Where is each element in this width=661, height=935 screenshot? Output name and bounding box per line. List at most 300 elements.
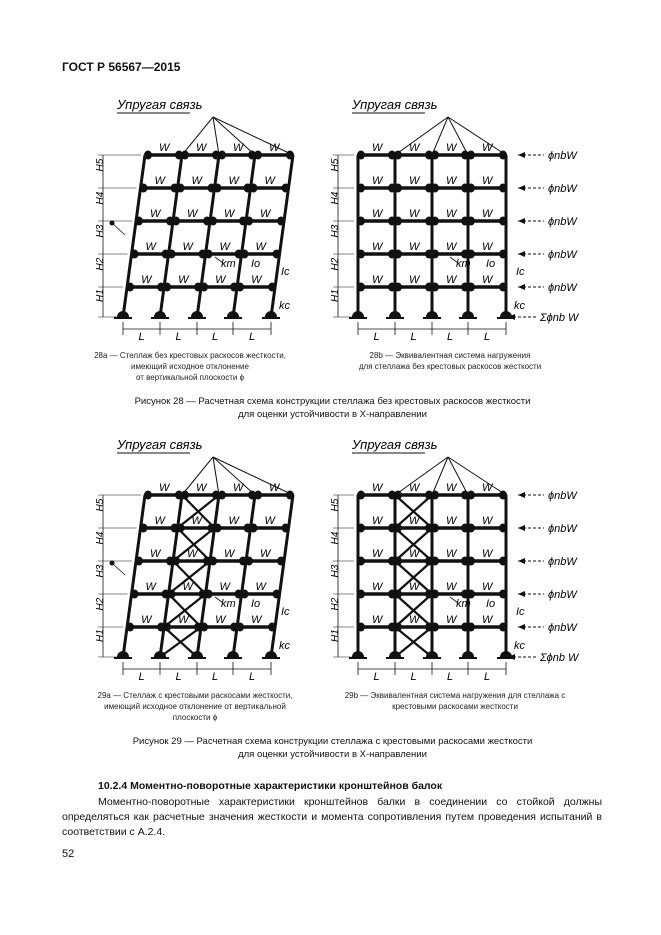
span-l-label: L: [410, 671, 417, 680]
beam-connector: [140, 524, 148, 533]
beam-connector: [357, 623, 365, 632]
load-arrowhead: [518, 251, 525, 257]
height-h-label: H4: [330, 531, 341, 545]
beam-connector: [126, 623, 134, 632]
load-arrowhead: [518, 492, 525, 498]
beam-connector: [236, 623, 244, 632]
caption-29b: [320, 690, 590, 712]
document-header: ГОСТ Р 56567—2015: [62, 60, 181, 74]
ic-label: Ic: [281, 266, 290, 278]
beam-connector: [431, 250, 439, 259]
load-w-label: W: [372, 614, 383, 626]
beam-connector: [273, 250, 281, 259]
span-l-label: L: [249, 671, 256, 680]
caption-line: имеющий исходное отклонение: [131, 362, 249, 371]
load-w-label: W: [446, 581, 457, 593]
figure-title-line: для оценки устойчивости в X-направлении: [238, 749, 427, 760]
load-arrowhead: [518, 152, 525, 158]
ic-label: Ic: [516, 266, 525, 278]
load-arrowhead: [518, 591, 525, 597]
height-h-label: H1: [330, 289, 341, 302]
base-plate: [426, 651, 438, 657]
io-label: Io: [486, 598, 496, 610]
beam-connector: [431, 151, 439, 160]
height-h-label: H1: [95, 289, 106, 302]
load-arrowhead: [518, 185, 525, 191]
restraint-line: [213, 117, 293, 155]
load-w-label: W: [145, 241, 156, 253]
beam-connector: [126, 283, 134, 292]
upright: [123, 155, 145, 317]
load-w-label: W: [150, 208, 161, 220]
span-l-label: L: [212, 671, 219, 680]
deviation-marker: [110, 561, 115, 566]
load-w-label: W: [372, 548, 383, 560]
equivalent-load-label: ϕnbW: [548, 622, 577, 634]
equivalent-load-label: ϕnbW: [548, 282, 577, 294]
load-w-label: W: [141, 274, 152, 286]
height-h-label: H4: [330, 191, 341, 205]
section-body: Моментно-поворотные характеристики кронштейнов балки в соединении со стойкой должны определяться как расчетные значения жесткости и момента сопротивления путем проведения испытаний в соответствии с А.2.4.: [62, 796, 602, 838]
span-l-label: L: [138, 331, 145, 340]
beam-connector: [357, 250, 365, 259]
kc-label: kc: [514, 640, 525, 652]
caption-28a: [70, 350, 310, 383]
load-w-label: W: [215, 614, 226, 626]
beam-connector: [131, 590, 139, 599]
load-arrowhead: [518, 624, 525, 630]
load-w-label: W: [233, 482, 244, 494]
beam-connector: [250, 184, 258, 193]
load-arrowhead: [518, 218, 525, 224]
beam-connector: [394, 217, 402, 226]
caption-29a: [70, 690, 320, 723]
beam-connector: [254, 151, 262, 160]
beam-connector: [282, 184, 290, 193]
load-arrowhead: [518, 284, 525, 290]
load-w-label: W: [446, 515, 457, 527]
load-w-label: W: [251, 614, 262, 626]
span-l-label: L: [175, 331, 182, 340]
sum-load-label: Σϕnb W: [540, 312, 579, 324]
load-w-label: W: [224, 548, 235, 560]
load-w-label: W: [264, 175, 275, 187]
load-w-label: W: [233, 142, 244, 154]
beam-connector: [394, 250, 402, 259]
beam-connector: [431, 557, 439, 566]
load-w-label: W: [224, 208, 235, 220]
beam-connector: [431, 217, 439, 226]
beam-connector: [357, 590, 365, 599]
ic-label: Ic: [281, 606, 290, 618]
load-w-label: W: [372, 515, 383, 527]
height-h-label: H3: [330, 224, 341, 238]
load-w-label: W: [482, 274, 493, 286]
base-plate: [352, 651, 364, 657]
cross-brace: [164, 627, 197, 657]
io-label: Io: [251, 258, 261, 270]
load-w-label: W: [228, 515, 239, 527]
beam-connector: [467, 217, 475, 226]
load-w-label: W: [446, 175, 457, 187]
load-w-label: W: [482, 241, 493, 253]
beam-connector: [135, 557, 143, 566]
figure-title-line: Рисунок 29 — Расчетная схема конструкции стеллажа с крестовыми раскосами жесткости: [132, 736, 533, 747]
height-h-label: H1: [95, 629, 106, 642]
beam-connector: [177, 184, 185, 193]
beam-connector: [268, 283, 276, 292]
beam-connector: [431, 283, 439, 292]
beam-connector: [214, 524, 222, 533]
beam-connector: [241, 590, 249, 599]
beam-connector: [357, 184, 365, 193]
load-w-label: W: [446, 274, 457, 286]
beam-connector: [245, 557, 253, 566]
io-label: Io: [251, 598, 261, 610]
load-w-label: W: [446, 614, 457, 626]
load-w-label: W: [446, 548, 457, 560]
load-w-label: W: [409, 482, 420, 494]
load-w-label: W: [446, 482, 457, 494]
beam-connector: [467, 184, 475, 193]
beam-connector: [209, 217, 217, 226]
height-h-label: H3: [95, 564, 106, 578]
load-w-label: W: [482, 581, 493, 593]
height-h-label: H3: [95, 224, 106, 238]
kc-label: kc: [279, 640, 290, 652]
beam-connector: [168, 250, 176, 259]
beam-connector: [499, 217, 507, 226]
load-w-label: W: [145, 581, 156, 593]
beam-connector: [357, 283, 365, 292]
beam-connector: [499, 557, 507, 566]
page-number: 52: [62, 848, 75, 860]
beam-connector: [394, 151, 402, 160]
beam-connector: [181, 151, 189, 160]
height-h-label: H5: [95, 158, 106, 172]
span-l-label: L: [212, 331, 219, 340]
beam-connector: [286, 151, 294, 160]
beam-connector: [214, 184, 222, 193]
base-plate: [352, 311, 364, 317]
base-plate: [117, 311, 129, 317]
load-w-label: W: [372, 142, 383, 154]
load-w-label: W: [178, 274, 189, 286]
beam-connector: [205, 590, 213, 599]
load-w-label: W: [372, 208, 383, 220]
beam-connector: [254, 491, 262, 500]
height-h-label: H2: [330, 257, 341, 271]
load-w-label: W: [409, 614, 420, 626]
deviation-line: [112, 563, 125, 575]
diagram-28b: [300, 95, 605, 340]
beam-connector: [236, 283, 244, 292]
load-arrowhead: [518, 558, 525, 564]
load-w-label: W: [482, 548, 493, 560]
figure-29-title: [60, 735, 605, 761]
equivalent-load-label: ϕnbW: [548, 183, 577, 195]
io-label: Io: [486, 258, 496, 270]
load-w-label: W: [409, 548, 420, 560]
caption-line: для стеллажа без крестовых раскосов жесткости: [358, 362, 542, 371]
section-heading: 10.2.4 Моментно-поворотные характеристики кронштейнов балок: [98, 780, 443, 792]
beam-connector: [144, 491, 152, 500]
beam-connector: [200, 623, 208, 632]
equivalent-load-label: ϕnbW: [548, 150, 577, 162]
load-w-label: W: [178, 614, 189, 626]
base-plate: [154, 651, 166, 657]
load-w-label: W: [409, 175, 420, 187]
load-w-label: W: [159, 142, 170, 154]
km-label: km: [221, 598, 236, 610]
deviation-marker: [110, 221, 115, 226]
load-w-label: W: [196, 482, 207, 494]
beam-connector: [241, 250, 249, 259]
beam-connector: [467, 557, 475, 566]
span-l-label: L: [373, 331, 380, 340]
restraint-title: Упругая связь: [117, 437, 203, 452]
height-h-label: H2: [95, 257, 106, 271]
diagram-29a: [65, 435, 305, 680]
beam-connector: [431, 184, 439, 193]
load-w-label: W: [446, 241, 457, 253]
span-l-label: L: [410, 331, 417, 340]
kc-label: kc: [514, 300, 525, 312]
km-label: km: [221, 258, 236, 270]
beam-connector: [431, 590, 439, 599]
span-l-label: L: [373, 671, 380, 680]
load-w-label: W: [182, 241, 193, 253]
span-l-label: L: [447, 331, 454, 340]
restraint-line: [213, 457, 219, 495]
load-w-label: W: [187, 548, 198, 560]
beam-connector: [131, 250, 139, 259]
beam-connector: [140, 184, 148, 193]
caption-line: плоскости ϕ: [172, 713, 218, 722]
deviation-line: [112, 223, 125, 235]
km-label: km: [456, 598, 471, 610]
span-l-label: L: [447, 671, 454, 680]
load-w-label: W: [372, 175, 383, 187]
beam-connector: [467, 623, 475, 632]
restraint-line: [448, 457, 506, 495]
load-w-label: W: [255, 581, 266, 593]
height-h-label: H2: [95, 597, 106, 611]
span-l-label: L: [138, 671, 145, 680]
load-w-label: W: [372, 482, 383, 494]
base-plate: [154, 311, 166, 317]
figure-title-line: для оценки устойчивости в X-направлении: [238, 409, 427, 420]
load-w-label: W: [154, 175, 165, 187]
restraint-line: [213, 117, 219, 155]
base-plate: [389, 311, 401, 317]
beam-connector: [467, 524, 475, 533]
height-h-label: H5: [330, 158, 341, 172]
beam-connector: [394, 283, 402, 292]
beam-connector: [467, 151, 475, 160]
beam-connector: [163, 283, 171, 292]
restraint-title: Упругая связь: [352, 437, 438, 452]
load-w-label: W: [228, 175, 239, 187]
load-w-label: W: [215, 274, 226, 286]
height-h-label: H4: [95, 531, 106, 545]
base-plate: [462, 311, 474, 317]
restraint-title: Упругая связь: [352, 97, 438, 112]
km-label: km: [456, 258, 471, 270]
beam-connector: [499, 184, 507, 193]
beam-connector: [499, 491, 507, 500]
beam-connector: [357, 217, 365, 226]
load-w-label: W: [446, 142, 457, 154]
load-w-label: W: [372, 274, 383, 286]
beam-connector: [431, 524, 439, 533]
caption-28b: [330, 350, 570, 372]
beam-connector: [273, 590, 281, 599]
figure-title-line: Рисунок 28 — Расчетная схема конструкции стеллажа без крестовых раскосов жесткости: [134, 396, 531, 407]
caption-line: 29b — Эквивалентная система нагружения для стеллажа с: [344, 691, 566, 700]
load-w-label: W: [159, 482, 170, 494]
base-plate: [191, 311, 203, 317]
figure-28-title: [60, 395, 605, 421]
load-w-label: W: [269, 142, 280, 154]
load-w-label: W: [255, 241, 266, 253]
upright: [123, 495, 145, 657]
beam-connector: [144, 151, 152, 160]
load-w-label: W: [446, 208, 457, 220]
beam-connector: [282, 524, 290, 533]
load-w-label: W: [264, 515, 275, 527]
beam-connector: [357, 524, 365, 533]
load-w-label: W: [191, 175, 202, 187]
beam-connector: [245, 217, 253, 226]
base-plate: [265, 311, 277, 317]
beam-connector: [394, 184, 402, 193]
beam-connector: [268, 623, 276, 632]
load-w-label: W: [182, 581, 193, 593]
diagram-29b: [300, 435, 605, 680]
load-w-label: W: [154, 515, 165, 527]
load-w-label: W: [409, 581, 420, 593]
load-w-label: W: [196, 142, 207, 154]
beam-connector: [499, 590, 507, 599]
beam-connector: [250, 524, 258, 533]
beam-connector: [499, 524, 507, 533]
beam-connector: [467, 283, 475, 292]
span-l-label: L: [175, 671, 182, 680]
load-w-label: W: [482, 208, 493, 220]
beam-connector: [499, 151, 507, 160]
beam-connector: [431, 491, 439, 500]
caption-line: крестовыми раскосами жесткости: [392, 702, 518, 711]
beam-connector: [357, 151, 365, 160]
span-l-label: L: [484, 331, 491, 340]
load-w-label: W: [482, 614, 493, 626]
beam-connector: [218, 151, 226, 160]
load-w-label: W: [219, 581, 230, 593]
load-w-label: W: [251, 274, 262, 286]
height-h-label: H4: [95, 191, 106, 205]
load-w-label: W: [409, 274, 420, 286]
beam-connector: [172, 217, 180, 226]
caption-line: имеющий исходное отклонение от вертикальной: [104, 702, 286, 711]
base-plate: [227, 651, 239, 657]
restraint-line: [448, 117, 506, 155]
load-w-label: W: [141, 614, 152, 626]
beam-connector: [209, 557, 217, 566]
beam-connector: [277, 557, 285, 566]
load-w-label: W: [409, 515, 420, 527]
beam-connector: [499, 623, 507, 632]
beam-connector: [499, 283, 507, 292]
beam-connector: [357, 491, 365, 500]
beam-connector: [277, 217, 285, 226]
height-h-label: H5: [330, 498, 341, 512]
caption-line: 28b — Эквивалентная система нагружения: [369, 351, 531, 360]
sum-load-label: Σϕnb W: [540, 652, 579, 664]
beam-connector: [499, 250, 507, 259]
equivalent-load-label: ϕnbW: [548, 589, 577, 601]
load-w-label: W: [482, 515, 493, 527]
load-w-label: W: [482, 175, 493, 187]
base-plate: [389, 651, 401, 657]
load-w-label: W: [482, 142, 493, 154]
base-plate: [426, 311, 438, 317]
equivalent-load-label: ϕnbW: [548, 523, 577, 535]
load-w-label: W: [191, 515, 202, 527]
beam-connector: [218, 491, 226, 500]
height-h-label: H1: [330, 629, 341, 642]
load-w-label: W: [269, 482, 280, 494]
caption-line: 28a — Стеллаж без крестовых раскосов жесткости,: [94, 351, 286, 360]
equivalent-load-label: ϕnbW: [548, 490, 577, 502]
load-w-label: W: [482, 482, 493, 494]
caption-line: от вертикальной плоскости ϕ: [135, 373, 245, 382]
base-plate: [265, 651, 277, 657]
kc-label: kc: [279, 300, 290, 312]
beam-connector: [200, 283, 208, 292]
diagram-28a: [65, 95, 305, 340]
beam-connector: [135, 217, 143, 226]
height-h-label: H3: [330, 564, 341, 578]
span-l-label: L: [249, 331, 256, 340]
span-l-label: L: [484, 671, 491, 680]
height-h-label: H5: [95, 498, 106, 512]
ic-label: Ic: [516, 606, 525, 618]
load-w-label: W: [219, 241, 230, 253]
load-w-label: W: [409, 208, 420, 220]
load-w-label: W: [150, 548, 161, 560]
load-w-label: W: [409, 142, 420, 154]
base-plate: [462, 651, 474, 657]
load-w-label: W: [260, 548, 271, 560]
base-plate: [117, 651, 129, 657]
load-w-label: W: [187, 208, 198, 220]
height-h-label: H2: [330, 597, 341, 611]
beam-connector: [205, 250, 213, 259]
beam-connector: [467, 491, 475, 500]
equivalent-load-label: ϕnbW: [548, 556, 577, 568]
load-w-label: W: [372, 581, 383, 593]
equivalent-load-label: ϕnbW: [548, 216, 577, 228]
caption-line: 29a — Стеллаж с крестовыми раскосами жесткости,: [97, 691, 293, 700]
load-w-label: W: [409, 241, 420, 253]
equivalent-load-label: ϕnbW: [548, 249, 577, 261]
restraint-line: [213, 457, 293, 495]
base-plate: [227, 311, 239, 317]
load-w-label: W: [260, 208, 271, 220]
restraint-title: Упругая связь: [117, 97, 203, 112]
load-arrowhead: [518, 525, 525, 531]
